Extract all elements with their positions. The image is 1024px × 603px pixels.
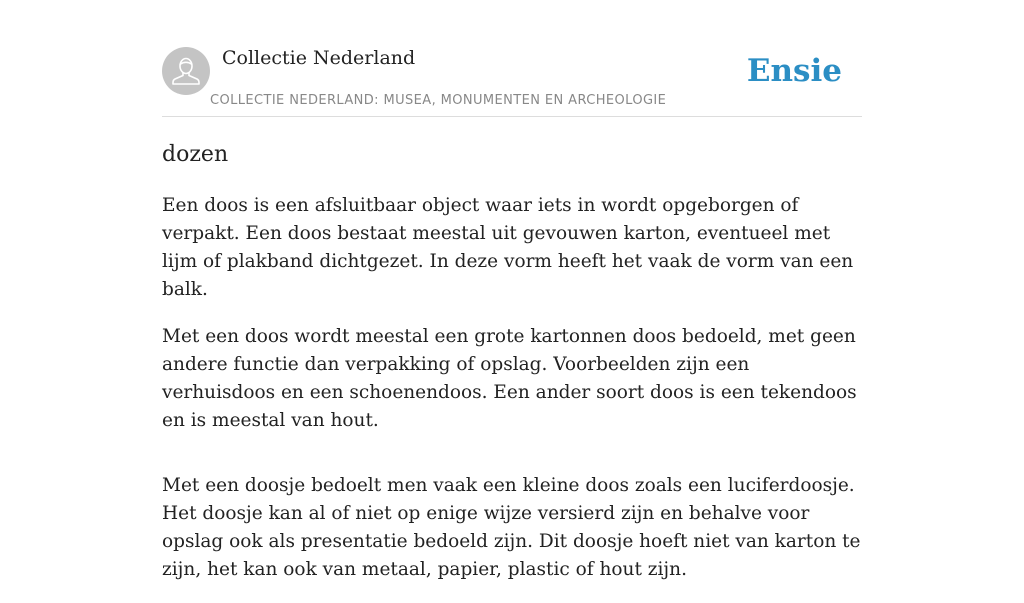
ensie-logo[interactable]: Ensie <box>746 53 842 89</box>
header <box>162 46 862 117</box>
article-title: dozen <box>162 142 229 167</box>
user-silhouette-icon <box>162 47 210 95</box>
author-subtitle[interactable]: COLLECTIE NEDERLAND: MUSEA, MONUMENTEN EN ARCHEOLOGIE <box>210 93 667 108</box>
article-body <box>162 192 862 603</box>
author-name[interactable]: Collectie Nederland <box>222 47 416 69</box>
article-paragraph: Een doos is een afsluitbaar object waar iets in wordt opgeborgen of verpakt. Een doos bestaat meestal uit gevouwen karton, eventueel met lijm of plakband dichtgezet. In deze vorm heeft het vaak de vorm van een balk. <box>162 195 854 300</box>
article-paragraph: Met een doosje bedoelt men vaak een kleine doos zoals een luciferdoosje. Het doosje kan al of niet op enige wijze versierd zijn en behalve voor opslag ook als presentatie bedoeld zijn. Dit doosje hoeft niet van karton te zijn, het kan ook van metaal, papier, plastic of hout zijn. <box>162 475 861 580</box>
author-avatar[interactable] <box>162 47 210 95</box>
article-paragraph: Met een doos wordt meestal een grote kartonnen doos bedoeld, met geen andere functie dan verpakking of opslag. Voorbeelden zijn een verhuisdoos en een schoenendoos. Een ander soort doos is een tekendoos en is meestal van hout. <box>162 326 857 431</box>
